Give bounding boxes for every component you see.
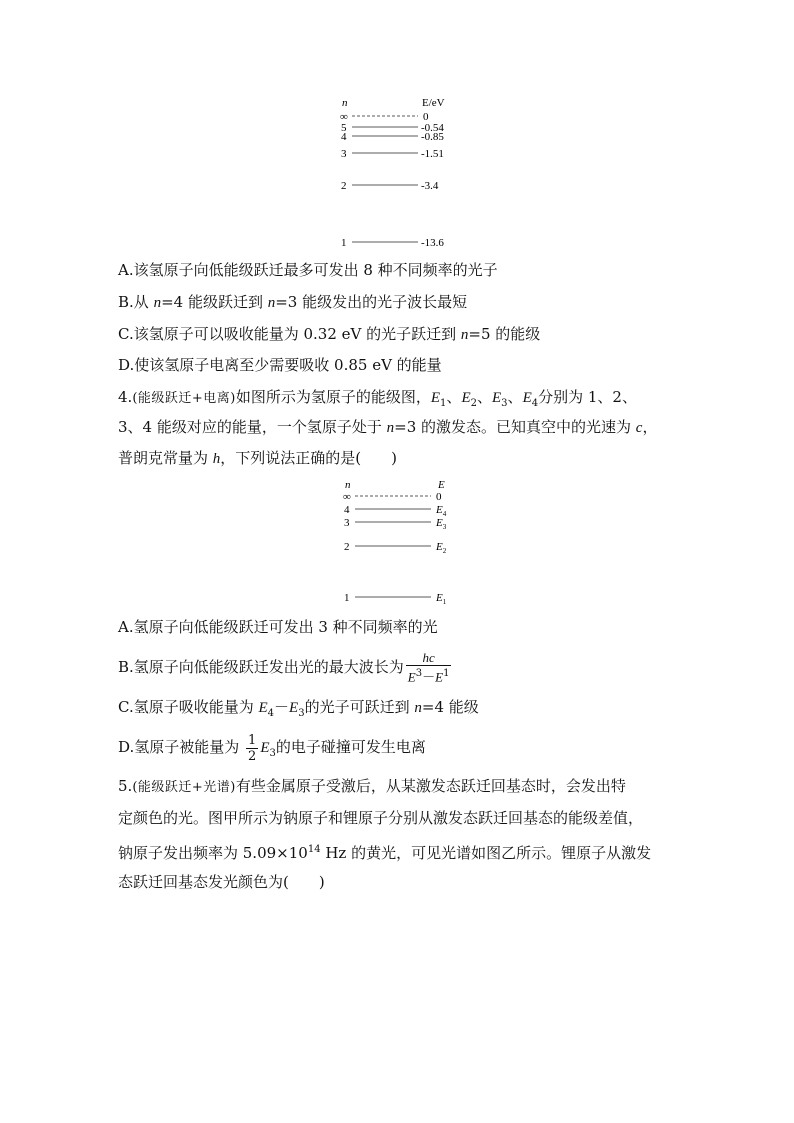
q3-option-b (118, 292, 467, 313)
q5-tag: (能级跃迁+光谱) (132, 780, 236, 795)
q4-e1-sub: 1 (440, 398, 447, 409)
q4-option-c-e2: E (289, 700, 299, 716)
q4-e1: E (430, 390, 441, 406)
energy-level-svg-1 (330, 92, 470, 252)
q4-tag: (能级跃迁+电离) (132, 391, 236, 406)
n-axis-label: n (342, 97, 348, 109)
level-n-1: 1 (341, 237, 347, 249)
energy-axis-label: E/eV (422, 97, 445, 109)
q4-b-den-minus: － (422, 670, 436, 686)
q5-text-4: 态跃迁回基态发光颜色为( ) (118, 873, 325, 891)
q4-n: n (386, 420, 395, 436)
d2-level-n-1: 1 (344, 592, 350, 604)
q4-text-3a: 普朗克常量为 (118, 449, 213, 467)
q3-option-c (118, 324, 540, 345)
q4-option-a (118, 617, 438, 637)
q5-text-3a: 钠原子发出频率为 5.09×10 (118, 844, 308, 862)
q5-text-1: 有些金属原子受激后，从某激发态跃迁回基态时，会发出特 (235, 777, 626, 795)
q4-e3-sub: 3 (501, 398, 508, 409)
level-e-5: -0.54 (421, 122, 444, 134)
energy-axis-label-2: E (438, 479, 445, 491)
q4-e4: E (522, 390, 532, 406)
q4-option-d (118, 728, 426, 766)
d2-level-n-4: 4 (344, 504, 350, 516)
energy-level-diagram-1 (330, 92, 470, 252)
q4-sep-1: 、 (446, 388, 462, 406)
q4-option-c-s2: 3 (298, 708, 305, 719)
q3-option-b-text-2: =4 能级跃迁到 (161, 293, 268, 311)
q3-option-d (118, 355, 442, 375)
q4-option-b-text: B.氢原子向低能级跃迁发出光的最大波长为 (118, 658, 404, 676)
q4-option-d-text-2: 的电子碰撞可发生电离 (275, 738, 426, 756)
q4-option-c-text-1: C.氢原子吸收能量为 (118, 698, 259, 716)
q4-text-3b: ，下列说法正确的是( ) (220, 449, 397, 467)
q4-number: 4. (118, 388, 133, 406)
q4-option-c-text-2: 的光子可跃迁到 (304, 698, 415, 716)
level-e-1: -13.6 (421, 237, 444, 249)
d2-level-n-inf: ∞ (343, 491, 351, 503)
q3-option-b-text-3: =3 能级发出的光子波长最短 (275, 293, 468, 311)
n-axis-label-2: n (345, 479, 351, 491)
q4-stem-line-3 (118, 448, 397, 469)
q4-option-a-text: A.氢原子向低能级跃迁可发出 3 种不同频率的光 (118, 618, 438, 636)
q4-sep-3: 、 (507, 388, 523, 406)
d2-level-e-2: $E_2$ (436, 541, 447, 555)
q4-option-c-minus: － (274, 698, 290, 716)
d2-level-n-3: 3 (344, 517, 350, 529)
d2-level-e-4: $E_4$ (436, 504, 447, 518)
d2-level-e-inf: 0 (436, 491, 442, 503)
d2-level-n-2: 2 (344, 541, 350, 553)
q4-sep-2: 、 (476, 388, 492, 406)
q4-option-d-fraction (246, 733, 258, 764)
q4-option-b-denominator (406, 666, 452, 685)
level-e-2: -3.4 (421, 180, 439, 192)
q4-text-2a: 3、4 能级对应的能量，一个氢原子处于 (118, 418, 387, 436)
q4-option-d-denominator: 2 (248, 748, 257, 764)
q4-h: h (212, 451, 221, 467)
q4-e4-sub: 4 (531, 398, 539, 409)
q4-option-c-s1: 4 (267, 708, 275, 719)
q3-option-a (118, 260, 498, 280)
q4-e3: E (492, 390, 502, 406)
level-n-2: 2 (341, 180, 347, 192)
level-n-inf: ∞ (340, 111, 348, 123)
q4-option-b-fraction (406, 650, 452, 685)
level-e-3: -1.51 (421, 148, 444, 160)
q4-stem-line-1 (118, 387, 637, 414)
q3-option-d-text: D.使该氢原子电离至少需要吸收 0.85 eV 的能量 (118, 356, 442, 374)
q5-stem-line-3 (118, 840, 651, 863)
q5-text-2: 定颜色的光。图甲所示为钠原子和锂原子分别从激发态跃迁回基态的能级差值， (118, 809, 644, 827)
q3-option-c-text-2: =5 的能级 (468, 325, 541, 343)
q4-b-den-s2: 1 (443, 668, 450, 680)
energy-level-svg-2 (335, 476, 465, 610)
q4-b-den-s1: 3 (415, 668, 423, 680)
q3-option-c-n: n (460, 327, 469, 343)
q5-text-3b: Hz 的黄光，可见光谱如图乙所示。锂原子从激发 (320, 844, 652, 862)
q4-e2-sub: 2 (470, 398, 477, 409)
q4-text-1b: 分别为 1、2、 (538, 388, 637, 406)
q4-text-2b: =3 的激发态。已知真空中的光速为 (394, 418, 636, 436)
q5-exponent: 14 (307, 844, 321, 855)
q3-option-b-text-1: B.从 (118, 293, 154, 311)
q4-option-b-numerator: hc (406, 650, 452, 666)
q3-option-c-text-1: C.该氢原子可以吸收能量为 0.32 eV 的光子跃迁到 (118, 325, 461, 343)
q4-option-d-numerator: 1 (248, 732, 257, 748)
q4-option-d-e: E (260, 740, 270, 756)
level-n-3: 3 (341, 148, 347, 160)
q3-option-b-n-2: n (267, 295, 276, 311)
q4-option-c-text-3: =4 能级 (421, 698, 479, 716)
q4-option-d-text-1: D.氢原子被能量为 (118, 738, 245, 756)
q4-option-c-e1: E (258, 700, 268, 716)
q4-option-c-n: n (414, 700, 422, 716)
q5-stem-line-4 (118, 872, 325, 892)
q4-comma: ， (642, 418, 658, 436)
q5-number: 5. (118, 777, 133, 795)
q4-option-c (118, 697, 479, 724)
q5-stem-line-2 (118, 808, 643, 828)
d2-level-e-3: $E_3$ (436, 517, 447, 531)
q4-stem-line-2 (118, 417, 657, 438)
q4-e2: E (461, 390, 471, 406)
q4-c: c (635, 420, 643, 436)
q4-b-den-e2: E (435, 669, 444, 685)
d2-level-e-1: $E_1$ (436, 592, 447, 606)
q4-text-1a: 如图所示为氢原子的能级图， (235, 388, 431, 406)
q5-stem-line-1 (118, 776, 626, 798)
q3-option-a-text: A.该氢原子向低能级跃迁最多可发出 8 种不同频率的光子 (118, 261, 498, 279)
level-n-4: 4 (341, 131, 347, 143)
energy-level-diagram-2 (335, 476, 465, 610)
level-n-5: 5 (341, 122, 347, 134)
q4-option-d-s: 3 (269, 748, 276, 759)
q3-option-b-n-1: n (153, 295, 162, 311)
level-e-4: -0.85 (421, 131, 444, 143)
q4-b-den-e1: E (407, 669, 416, 685)
level-e-inf: 0 (423, 111, 429, 123)
q4-option-b (118, 648, 453, 686)
